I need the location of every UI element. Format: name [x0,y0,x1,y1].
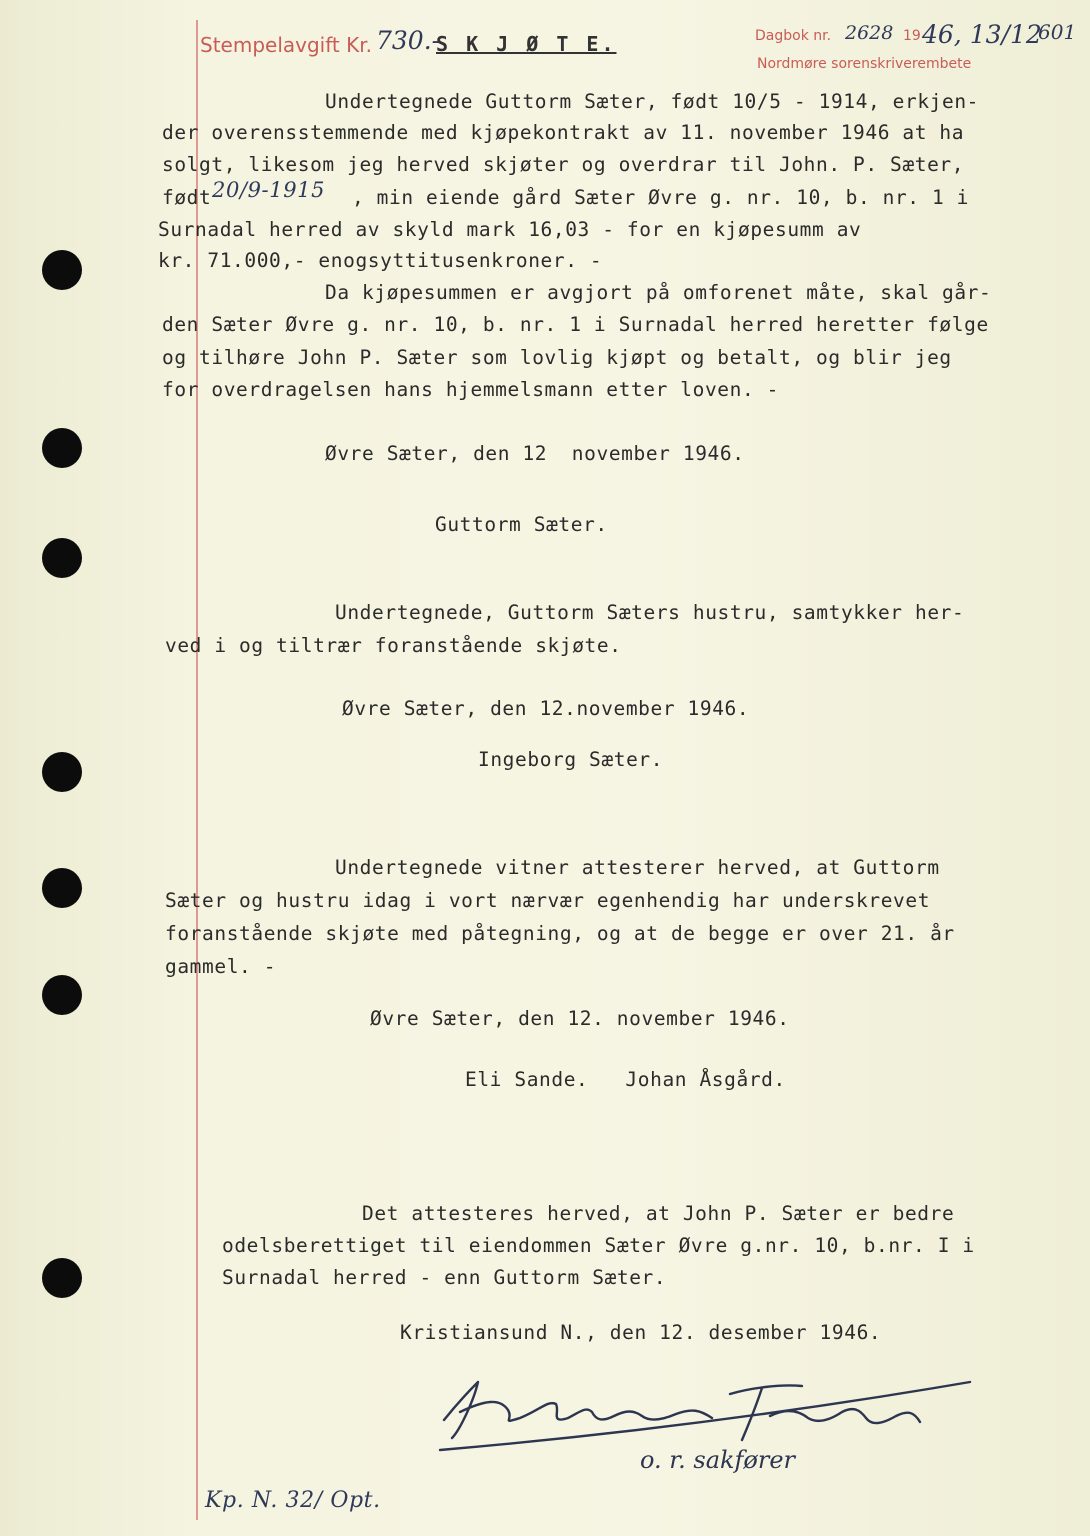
stamp-duty-label: Stempelavgift Kr. [200,33,372,57]
punch-hole [42,752,82,792]
text-line: Surnadal herred - enn Guttorm Sæter. [222,1266,667,1289]
text-line: ved i og tiltrær foranstående skjøte. [165,634,622,657]
footer-note: Kp. N. 32/ Opt. [205,1488,381,1513]
margin-line [196,20,198,1520]
page-number: 601 [1038,20,1077,44]
text-line: der overensstemmende med kjøpekontrakt av 11. november 1946 at ha [162,121,965,144]
signature-typed: Guttorm Sæter. [435,513,608,536]
text-line: født [162,186,212,209]
stamp-duty-amount: 730.- [376,26,441,55]
buyer-birth-date: 20/9-1915 [212,178,326,202]
dagbok-date: 46, 13/12 [922,20,1042,49]
text-line: kr. 71.000,- enogsyttitusenkroner. - [158,249,603,272]
text-line: , min eiende gård Sæter Øvre g. nr. 10, b. nr. 1 i [352,186,969,209]
document-title: S K J Ø T E. [436,32,617,56]
svg-text:o. r. sakfører: o. r. sakfører [640,1446,796,1474]
punch-hole [42,868,82,908]
signature-typed: Ingeborg Sæter. [478,748,664,771]
punch-hole [42,1258,82,1298]
dagbok-year-prefix: 19 [903,28,921,44]
text-line: Undertegnede, Guttorm Sæters hustru, samtykker her- [335,601,965,624]
place-date: Øvre Sæter, den 12.november 1946. [342,697,750,720]
text-line: foranstående skjøte med påtegning, og at de begge er over 21. år [165,922,955,945]
text-line: og tilhøre John P. Sæter som lovlig kjøpt og betalt, og blir jeg [162,346,952,369]
punch-hole [42,538,82,578]
dagbok-number: 2628 [845,22,894,44]
text-line: gammel. - [165,955,277,978]
punch-hole [42,975,82,1015]
text-line: Undertegnede vitner attesterer herved, at Guttorm [335,856,940,879]
text-line: Det attesteres herved, at John P. Sæter er bedre [362,1202,955,1225]
punch-hole [42,250,82,290]
dagbok-label: Dagbok nr. [755,28,832,44]
text-line: solgt, likesom jeg herved skjøter og overdrar til John. P. Sæter, [162,153,965,176]
place-date: Kristiansund N., den 12. desember 1946. [400,1321,882,1344]
text-line: for overdragelsen hans hjemmelsmann etter loven. - [162,378,779,401]
office-name: Nordmøre sorenskriverembete [757,56,972,72]
text-line: Undertegnede Guttorm Sæter, født 10/5 - 1914, erkjen- [325,90,980,113]
text-line: Sæter og hustru idag i vort nærvær egenhendig har underskrevet [165,889,931,912]
text-line: odelsberettiget til eiendommen Sæter Øvre g.nr. 10, b.nr. I i [222,1234,975,1257]
place-date: Øvre Sæter, den 12. november 1946. [370,1007,790,1030]
text-line: Surnadal herred av skyld mark 16,03 - for en kjøpesumm av [158,218,862,241]
text-line: den Sæter Øvre g. nr. 10, b. nr. 1 i Surnadal herred heretter følge [162,313,989,336]
place-date: Øvre Sæter, den 12 november 1946. [325,442,745,465]
text-line: Da kjøpesummen er avgjort på omforenet måte, skal går- [325,281,992,304]
handwritten-signature [430,1360,990,1480]
witness-signatures: Eli Sande. Johan Åsgård. [465,1068,786,1091]
punch-hole [42,428,82,468]
